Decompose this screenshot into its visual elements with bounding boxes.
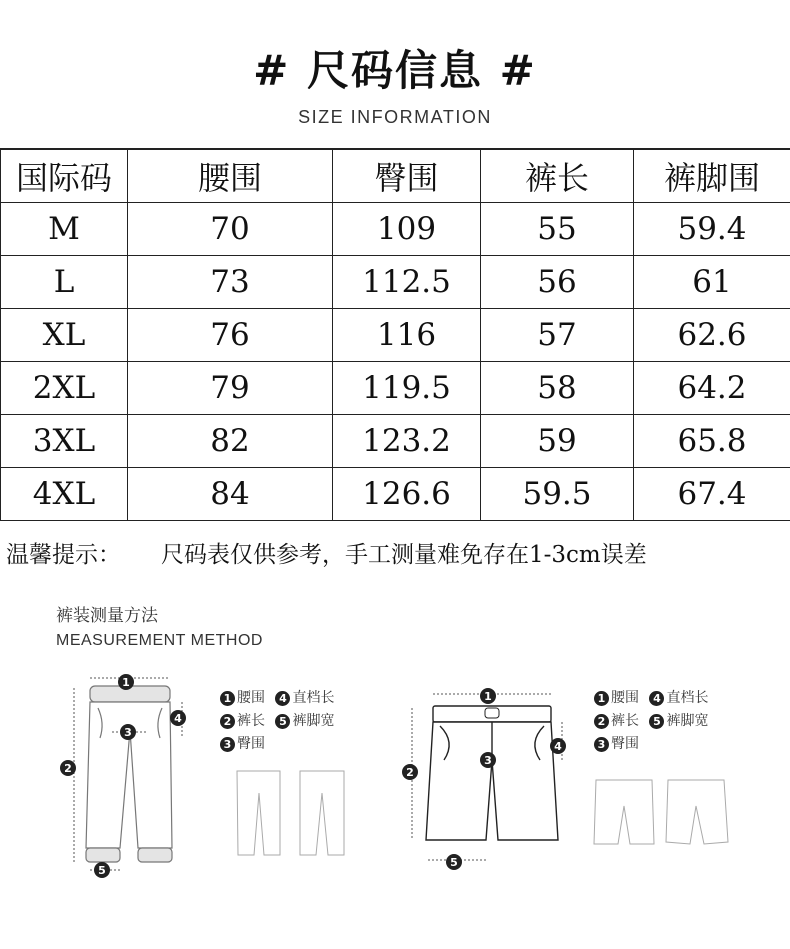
svg-text:2: 2 <box>406 766 414 779</box>
cell-length: 58 <box>481 362 634 415</box>
table-row <box>1 309 790 362</box>
svg-text:3: 3 <box>124 726 132 739</box>
legend-left <box>220 687 340 756</box>
cell-hem: 59.4 <box>634 203 790 256</box>
cell-hip: 123.2 <box>333 415 481 468</box>
svg-text:1: 1 <box>122 676 130 689</box>
legend-item: 腰围 <box>237 690 265 706</box>
svg-text:3: 3 <box>484 754 492 767</box>
shorts-diagram <box>398 682 573 872</box>
cell-hem: 62.6 <box>634 309 790 362</box>
cell-hip: 116 <box>333 309 481 362</box>
cell-length: 59 <box>481 415 634 468</box>
method-subtitle: MEASUREMENT METHOD <box>56 632 263 649</box>
legend-item: 直档长 <box>292 690 335 706</box>
legend-right <box>594 687 714 756</box>
number-5-icon: 5 <box>649 714 664 729</box>
long-pants-thumbnails <box>232 765 357 865</box>
number-4-icon: 4 <box>649 691 664 706</box>
cell-length: 56 <box>481 256 634 309</box>
tip-text: 尺码表仅供参考，手工测量难免存在1-3cm误差 <box>161 542 647 568</box>
legend-item: 腰围 <box>611 690 639 706</box>
legend-item: 裤长 <box>611 713 639 729</box>
number-3-icon: 3 <box>220 737 235 752</box>
cell-size: L <box>1 256 128 309</box>
table-header-row <box>1 149 790 203</box>
number-4-icon: 4 <box>275 691 290 706</box>
header-hip: 臀围 <box>333 149 481 203</box>
svg-text:5: 5 <box>98 864 106 877</box>
cell-hip: 112.5 <box>333 256 481 309</box>
cell-waist: 73 <box>128 256 333 309</box>
number-2-icon: 2 <box>594 714 609 729</box>
cell-hem: 64.2 <box>634 362 790 415</box>
number-3-icon: 3 <box>594 737 609 752</box>
cell-size: 4XL <box>1 468 128 521</box>
header-size: 国际码 <box>1 149 128 203</box>
long-pants-diagram <box>50 668 200 883</box>
cell-hem: 61 <box>634 256 790 309</box>
cell-waist: 82 <box>128 415 333 468</box>
table-row <box>1 256 790 309</box>
cell-waist: 70 <box>128 203 333 256</box>
number-5-icon: 5 <box>275 714 290 729</box>
svg-text:5: 5 <box>450 856 458 869</box>
cell-waist: 84 <box>128 468 333 521</box>
page-title: # 尺码信息 # <box>253 46 537 95</box>
cell-size: 3XL <box>1 415 128 468</box>
method-title: 裤装测量方法 <box>56 606 158 626</box>
number-1-icon: 1 <box>220 691 235 706</box>
cell-hem: 67.4 <box>634 468 790 521</box>
page-subtitle: SIZE INFORMATION <box>298 107 492 127</box>
header-length: 裤长 <box>481 149 634 203</box>
cell-waist: 76 <box>128 309 333 362</box>
svg-text:2: 2 <box>64 762 72 775</box>
legend-item: 臀围 <box>611 736 639 752</box>
header-hem: 裤脚围 <box>634 149 790 203</box>
size-tip <box>6 536 790 569</box>
cell-waist: 79 <box>128 362 333 415</box>
cell-size: M <box>1 203 128 256</box>
svg-text:1: 1 <box>484 690 492 703</box>
legend-item: 臀围 <box>237 736 265 752</box>
legend-item: 直档长 <box>666 690 709 706</box>
cell-size: 2XL <box>1 362 128 415</box>
cell-hip: 109 <box>333 203 481 256</box>
table-row <box>1 468 790 521</box>
legend-item: 裤脚宽 <box>666 713 709 729</box>
cell-length: 57 <box>481 309 634 362</box>
svg-text:4: 4 <box>554 740 562 753</box>
legend-item: 裤脚宽 <box>292 713 335 729</box>
cell-size: XL <box>1 309 128 362</box>
size-table <box>0 148 790 521</box>
table-row <box>1 203 790 256</box>
number-1-icon: 1 <box>594 691 609 706</box>
cell-length: 55 <box>481 203 634 256</box>
table-row <box>1 362 790 415</box>
cell-length: 59.5 <box>481 468 634 521</box>
header-waist: 腰围 <box>128 149 333 203</box>
cell-hip: 119.5 <box>333 362 481 415</box>
tip-label: 温馨提示： <box>6 542 121 568</box>
cell-hem: 65.8 <box>634 415 790 468</box>
number-2-icon: 2 <box>220 714 235 729</box>
cell-hip: 126.6 <box>333 468 481 521</box>
svg-text:4: 4 <box>174 712 182 725</box>
legend-item: 裤长 <box>237 713 265 729</box>
table-row <box>1 415 790 468</box>
shorts-thumbnails <box>592 772 732 854</box>
